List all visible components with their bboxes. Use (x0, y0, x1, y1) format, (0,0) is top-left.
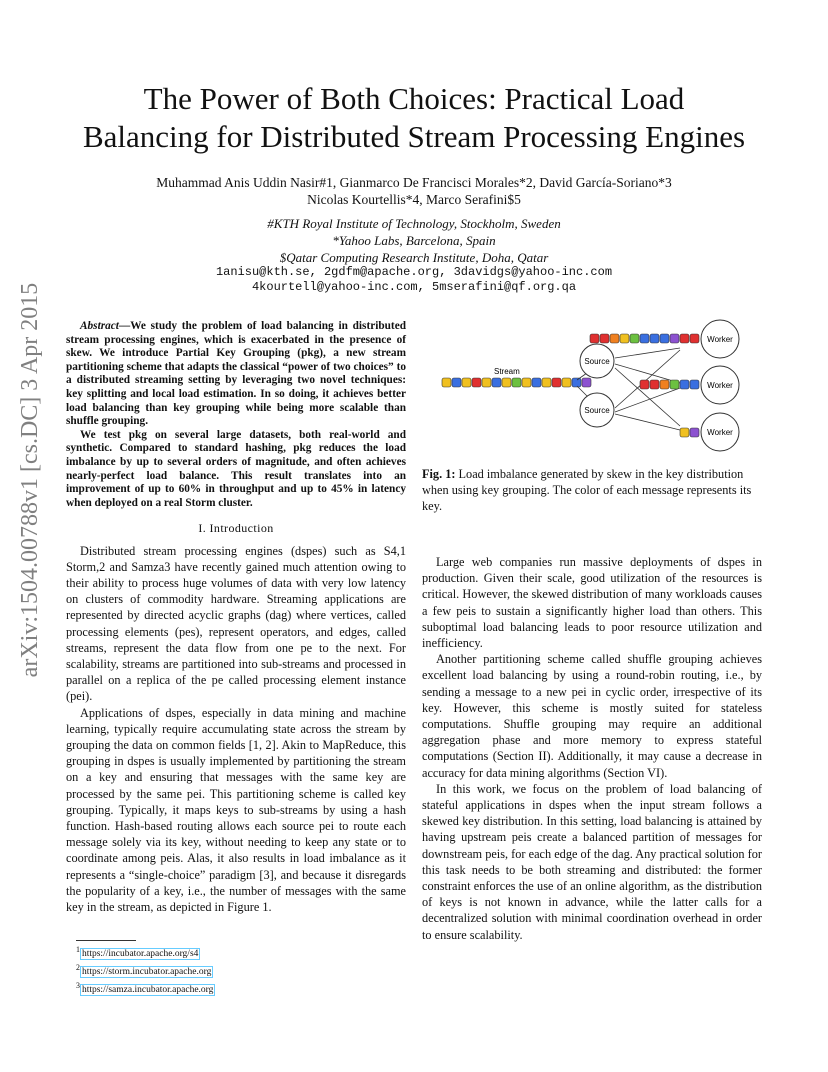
stream-message (522, 378, 531, 387)
worker-3-queue (680, 428, 699, 437)
worker-1-message (620, 334, 629, 343)
stream-message (532, 378, 541, 387)
stream-message (492, 378, 501, 387)
stream-message (472, 378, 481, 387)
worker-1-message (630, 334, 639, 343)
source-label-2: Source (584, 406, 610, 415)
affiliation-yahoo: *Yahoo Labs, Barcelona, Spain (332, 233, 496, 248)
footnotes (76, 940, 336, 997)
author-list (40, 174, 788, 208)
worker-1-message (640, 334, 649, 343)
intro-paragraph-1: Distributed stream processing engines (dspes) such as S4,1 Storm,2 and Samza3 have recently gained much attention owing to their ability to process huge volumes of data with very low latency on clusters of commodity hardware. Streaming applications are represented by directed acyclic graphs (dag) where vertices, called processing elements (pes), represent operators, and edges, called streams, represent the data flow from one pe to the next. For scalability, streams are partitioned into sub-streams and processed in parallel on a replica of the pe called processing element instance (pei). (66, 543, 406, 704)
footnote-3: $^3$ https://samza.incubator.apache.org (76, 981, 214, 996)
stream-message (462, 378, 471, 387)
intro-paragraph-2: Applications of dspes, especially in data mining and machine learning, typically require accumulating state across the stream by grouping the data on common fields [1, 2]. Akin to MapReduce, this grouping in dspes is usually implemented by partitioning the stream on a key and ensuring that messages with the same key are processed by the same pei. This partitioning scheme is called key grouping. Typically, it maps keys to sub-streams by using a hash function. Hash-based routing allows each source pei to route each message solely via its key, without needing to keep any state or to coordinate among peis. Alas, it also results in load imbalance as it represents a “single-choice” paradigm [3], and because it disregards the popularity of a key, i.e., the number of messages with the same key in the stream, as depicted in Figure 1. (66, 705, 406, 914)
worker-1-queue (590, 334, 699, 343)
abstract-lead: Abstract (80, 320, 119, 332)
figure-caption-lead: Fig. 1: (422, 467, 456, 481)
right-paragraph-3: In this work, we focus on the problem of load balancing of stateful applications in dspes when the input stream follows a skewed key distribution. In this setting, load balancing is attained by having upstream peis create a balanced partition of messages for downstream peis, for each edge of the dag. Any practical solution for this task needs to be both streaming and distributed: the former constraint enforces the use of an online algorithm, as the distribution of keys is not known in advance, while the latter calls for a decentralized solution with minimal coordination overhead in order to ensure scalability. (422, 781, 762, 942)
footnote-1: $^1$ https://incubator.apache.org/s4 (76, 945, 199, 960)
worker-2-message (680, 380, 689, 389)
abstract-paragraph-2: We test pkg on several large datasets, both real-world and synthetic. Compared to standard hashing, pkg reduces the load imbalance by up to several orders of magnitude, and often achieves nearly-perfect load balance. This result translates into an improvement of up to 60% in throughput and up to 45% in latency when deployed on a real Storm cluster. (66, 428, 406, 509)
worker-3-message (690, 428, 699, 437)
authors-line-2: Nicolas Kourtellis*4, Marco Serafini$5 (307, 192, 521, 207)
worker-1-message (680, 334, 689, 343)
left-column (66, 320, 406, 915)
worker-label-2: Worker (707, 381, 733, 390)
stream-message (582, 378, 591, 387)
paper-title (40, 80, 788, 156)
worker-2-message (650, 380, 659, 389)
stream-message (542, 378, 551, 387)
footnote-link-storm[interactable]: https://storm.incubator.apache.org (81, 967, 212, 978)
footnote-link-s4[interactable]: https://incubator.apache.org/s4 (81, 949, 199, 960)
stream-message (562, 378, 571, 387)
footnote-2: $^2$ https://storm.incubator.apache.org (76, 963, 212, 978)
worker-1-message (690, 334, 699, 343)
worker-2-message (670, 380, 679, 389)
emails-line-2: 4kourtell@yahoo-inc.com, 5mserafini@qf.org.qa (251, 280, 577, 294)
stream-message (512, 378, 521, 387)
worker-1-message (660, 334, 669, 343)
worker-2-message (690, 380, 699, 389)
stream-message (502, 378, 511, 387)
worker-1-message (650, 334, 659, 343)
stream-message (452, 378, 461, 387)
footnote-rule (76, 940, 136, 941)
abstract-paragraph-1: Abstract—We study the problem of load balancing in distributed stream processing engines, which is exacerbated in the presence of skew. We introduce Partial Key Grouping (pkg), a new stream partitioning scheme that adapts the classical “power of two choices” to a distributed streaming setting by leveraging two novel techniques: key splitting and local load estimation. In so doing, it achieves better load balancing than key grouping while being more scalable than shuffle grouping. (66, 320, 406, 428)
title-line-1: The Power of Both Choices: Practical Load (143, 81, 685, 116)
section-heading-introduction: I. Introduction (198, 521, 274, 536)
worker-nodes (701, 320, 739, 451)
worker-1-message (590, 334, 599, 343)
right-paragraph-2: Another partitioning scheme called shuffle grouping achieves excellent load balancing by using a round-robin routing, i.e., by sending a message to a new pei in cyclic order, irrespective of its key. However, this scheme is mostly suited for stateless computations. Shuffle grouping may require an additional aggregation phase and more memory to express stateful computations (Section II). Additionally, it may cause a decrease in accuracy for data mining algorithms (Section VI). (422, 652, 762, 780)
stream-message (552, 378, 561, 387)
worker-label-3: Worker (707, 428, 733, 437)
worker-2-queue (640, 380, 699, 389)
footnote-link-samza[interactable]: https://samza.incubator.apache.org (81, 985, 214, 996)
worker-1-message (610, 334, 619, 343)
worker-label-1: Worker (707, 335, 733, 344)
figure-load-imbalance-diagram (422, 318, 762, 458)
stream-label: Stream (494, 367, 520, 376)
worker-2-message (660, 380, 669, 389)
affiliation-kth: #KTH Royal Institute of Technology, Stockholm, Sweden (267, 216, 561, 231)
figure-caption (422, 466, 762, 514)
right-paragraph-1: Large web companies run massive deployments of dspes in production. Given their scale, good utilization of the resources is critical. However, the skewed distribution of many workloads causes a few peis to sustain a significantly higher load than others. This suboptimal load balancing leads to poor resource utilization and inefficiency. (422, 555, 762, 651)
stream-message (442, 378, 451, 387)
title-line-2: Balancing for Distributed Stream Processing Engines (82, 119, 746, 154)
source-label-1: Source (584, 357, 610, 366)
stream-message (572, 378, 581, 387)
abstract (66, 320, 406, 510)
arxiv-sidebar-stamp: arXiv:1504.00788v1 [cs.DC] 3 Apr 2015 (17, 282, 43, 678)
worker-1-message (670, 334, 679, 343)
stream-message (482, 378, 491, 387)
stream-messages (442, 378, 591, 387)
worker-2-message (640, 380, 649, 389)
affiliation-qcri: $Qatar Computing Research Institute, Doha, Qatar (279, 250, 549, 265)
worker-1-message (600, 334, 609, 343)
authors-line-1: Muhammad Anis Uddin Nasir#1, Gianmarco De Francisci Morales*2, David García-Soriano*3 (156, 175, 672, 190)
right-column (422, 554, 762, 943)
figure-caption-text: Load imbalance generated by skew in the key distribution when using key grouping. The color of each message represents its key. (422, 467, 752, 513)
worker-3-message (680, 428, 689, 437)
emails-line-1: 1anisu@kth.se, 2gdfm@apache.org, 3davidgs@yahoo-inc.com (215, 265, 613, 279)
